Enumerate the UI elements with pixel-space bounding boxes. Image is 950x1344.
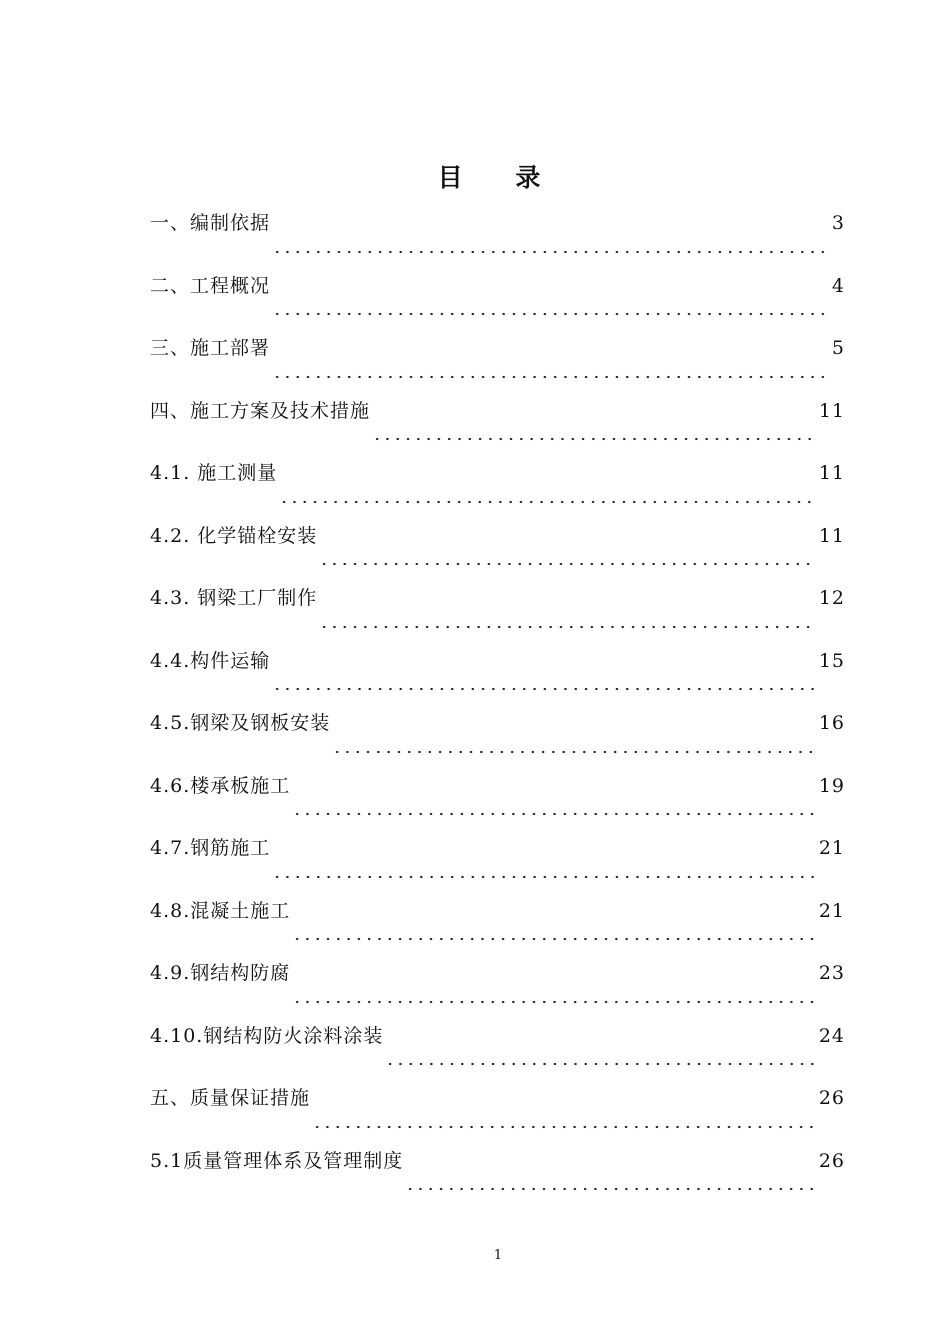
toc-entry[interactable] <box>150 708 845 771</box>
toc-entry[interactable] <box>150 833 845 896</box>
toc-leader-dots <box>272 375 830 379</box>
toc-entry-page: 24 <box>818 1024 845 1047</box>
toc-entry[interactable] <box>150 208 845 271</box>
toc-entry-label: 五、质量保证措施 <box>150 1087 311 1109</box>
toc-entry-page: 5 <box>831 337 845 359</box>
toc-entry-label: 四、施工方案及技术措施 <box>150 399 371 422</box>
toc-leader-dots <box>405 1187 817 1191</box>
toc-entry-page: 21 <box>818 899 845 922</box>
toc-entry[interactable] <box>150 333 845 396</box>
toc-leader-dots <box>332 750 817 754</box>
toc-title: 目 录 <box>437 163 563 192</box>
table-of-contents <box>150 208 845 1208</box>
toc-entry-label: 4.6.楼承板施工 <box>150 774 291 797</box>
toc-entry-page: 26 <box>818 1149 845 1172</box>
toc-entry[interactable] <box>150 396 845 459</box>
toc-entry[interactable] <box>150 1021 845 1084</box>
toc-entry-page: 12 <box>818 587 845 609</box>
toc-leader-dots <box>292 1000 817 1004</box>
toc-entry[interactable] <box>150 646 845 709</box>
toc-leader-dots <box>312 1125 817 1129</box>
toc-entry-page: 15 <box>818 649 845 672</box>
toc-leader-dots <box>272 312 830 316</box>
toc-entry-page: 21 <box>818 837 845 859</box>
toc-leader-dots <box>372 437 817 441</box>
toc-entry-page: 11 <box>818 399 845 422</box>
toc-entry-label: 4.7.钢筋施工 <box>150 837 271 859</box>
toc-entry[interactable] <box>150 583 845 646</box>
toc-entry-label: 4.2. 化学锚栓安装 <box>150 524 318 547</box>
toc-entry-label: 4.1. 施工测量 <box>150 462 278 484</box>
toc-entry-label: 4.8.混凝土施工 <box>150 899 291 922</box>
toc-entry[interactable] <box>150 958 845 1021</box>
toc-entry[interactable] <box>150 271 845 334</box>
toc-entry-page: 11 <box>818 462 845 484</box>
toc-entry-page: 26 <box>818 1087 845 1109</box>
toc-leader-dots <box>319 625 817 629</box>
toc-entry-label: 二、工程概况 <box>150 274 271 297</box>
page-number: 1 <box>493 1248 503 1263</box>
toc-entry[interactable] <box>150 771 845 834</box>
toc-entry-label: 5.1质量管理体系及管理制度 <box>150 1149 404 1172</box>
toc-entry[interactable] <box>150 458 845 521</box>
toc-entry[interactable] <box>150 521 845 584</box>
toc-leader-dots <box>319 562 817 566</box>
toc-leader-dots <box>385 1062 816 1066</box>
toc-leader-dots <box>272 250 830 254</box>
toc-leader-dots <box>272 687 817 691</box>
toc-leader-dots <box>272 875 817 879</box>
toc-entry-page: 3 <box>831 212 845 234</box>
toc-leader-dots <box>279 500 817 504</box>
toc-entry-page: 4 <box>831 274 845 297</box>
toc-entry-page: 19 <box>818 774 845 797</box>
toc-entry-page: 11 <box>818 524 845 547</box>
toc-entry-label: 4.3. 钢梁工厂制作 <box>150 587 318 609</box>
toc-entry[interactable] <box>150 1083 845 1146</box>
toc-entry-page: 16 <box>818 712 845 734</box>
toc-entry-label: 4.9.钢结构防腐 <box>150 962 291 984</box>
toc-entry-label: 三、施工部署 <box>150 337 271 359</box>
toc-entry-page: 23 <box>818 962 845 984</box>
toc-entry-label: 4.4.构件运输 <box>150 649 271 672</box>
toc-entry[interactable] <box>150 1146 845 1209</box>
toc-entry-label: 4.10.钢结构防火涂料涂装 <box>150 1024 384 1047</box>
toc-entry-label: 4.5.钢梁及钢板安装 <box>150 712 331 734</box>
toc-entry[interactable] <box>150 896 845 959</box>
toc-leader-dots <box>292 812 817 816</box>
toc-leader-dots <box>292 937 817 941</box>
toc-entry-label: 一、编制依据 <box>150 212 271 234</box>
